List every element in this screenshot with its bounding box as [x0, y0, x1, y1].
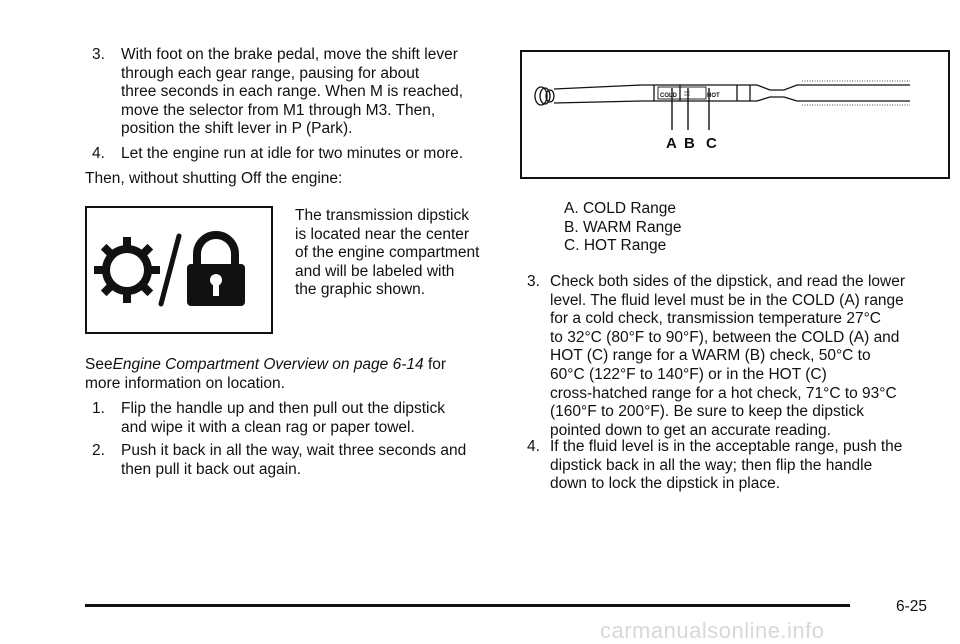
- text-line: to 32°C (80°F to 90°F), between the COLD (A) and: [550, 328, 900, 346]
- text-line: With foot on the brake pedal, move the shift lever: [121, 46, 458, 63]
- text-line: If the fluid level is in the acceptable range, push the: [550, 438, 903, 455]
- right-step-3: [527, 273, 905, 440]
- left-step-2: [92, 442, 466, 479]
- left-step-4: [92, 145, 463, 164]
- hot-mark-label: HOT: [707, 93, 720, 99]
- text-line: more information on location.: [85, 374, 285, 392]
- step-number: 4.: [527, 438, 540, 455]
- then-line: Then, without shutting Off the engine:: [85, 170, 343, 187]
- text-line: and will be labeled with: [295, 262, 455, 280]
- left-step-3: [92, 46, 463, 139]
- gear-lock-icon: [87, 208, 271, 332]
- text-line: Check both sides of the dipstick, and read the lower: [550, 273, 905, 290]
- text-line: through each gear range, pausing for about: [121, 64, 420, 82]
- text-line: then pull it back out again.: [121, 460, 302, 478]
- text-line: for a cold check, transmission temperature 27°C: [550, 310, 881, 328]
- text-line: and wipe it with a clean rag or paper towel.: [121, 418, 415, 436]
- range-item: B. WARM Range: [564, 218, 682, 236]
- step-number: 3.: [92, 46, 105, 63]
- step-number: 2.: [92, 442, 105, 459]
- left-step-1: [92, 400, 445, 437]
- text-line: move the selector from M1 through M3. Then,: [121, 101, 436, 119]
- footer-rule: [85, 604, 850, 607]
- text-line: Flip the handle up and then pull out the dipstick: [121, 400, 446, 417]
- letter-b-label: B: [684, 135, 695, 152]
- cross-reference-link[interactable]: Engine Compartment Overview on page 6-14: [112, 356, 424, 373]
- text-line: 60°C (122°F to 140°F) or in the HOT (C): [550, 365, 827, 383]
- text-line: cross-hatched range for a hot check, 71°C to 93°C: [550, 384, 897, 402]
- text-line: pointed down to get an accurate reading.: [550, 421, 831, 439]
- see-reference: [85, 356, 446, 393]
- text-line: HOT (C) range for a WARM (B) check, 50°C to: [550, 347, 871, 365]
- text-line: down to lock the dipstick in place.: [550, 475, 781, 493]
- text-line: The transmission dipstick: [295, 207, 470, 224]
- see-prefix: See: [85, 356, 113, 373]
- text-line: is located near the center: [295, 225, 470, 243]
- range-item: C. HOT Range: [564, 237, 667, 255]
- watermark: carmanualsonline.info: [600, 618, 825, 643]
- cold-mark-label: COLD: [660, 93, 677, 99]
- see-suffix: for: [427, 356, 447, 373]
- range-item: A. COLD Range: [564, 200, 677, 217]
- text-line: of the engine compartment: [295, 244, 480, 262]
- text-line: (160°F to 200°F). Be sure to keep the dipstick: [550, 403, 864, 421]
- text-line: three seconds in each range. When M is reached,: [121, 83, 464, 101]
- step-number: 3.: [527, 273, 540, 290]
- dipstick-graphic-box: [85, 206, 273, 334]
- text-line: level. The fluid level must be in the COLD (A) range: [550, 291, 904, 309]
- range-legend: [564, 200, 681, 256]
- page-number: 6-25: [895, 598, 927, 615]
- dipstick-figure: [520, 50, 950, 179]
- text-line: dipstick back in all the way; then flip the handle: [550, 456, 873, 474]
- letter-a-label: A: [666, 135, 677, 152]
- text-line: Let the engine run at idle for two minutes or more.: [121, 145, 464, 162]
- step-number: 4.: [92, 145, 105, 162]
- dipstick-diagram: [522, 52, 948, 177]
- text-line: Push it back in all the way, wait three seconds and: [121, 442, 467, 459]
- text-line: the graphic shown.: [295, 281, 426, 299]
- right-step-4: [527, 438, 902, 494]
- step-number: 1.: [92, 400, 105, 417]
- text-line: position the shift lever in P (Park).: [121, 120, 353, 138]
- dipstick-location-note: [295, 207, 479, 300]
- letter-c-label: C: [706, 135, 717, 152]
